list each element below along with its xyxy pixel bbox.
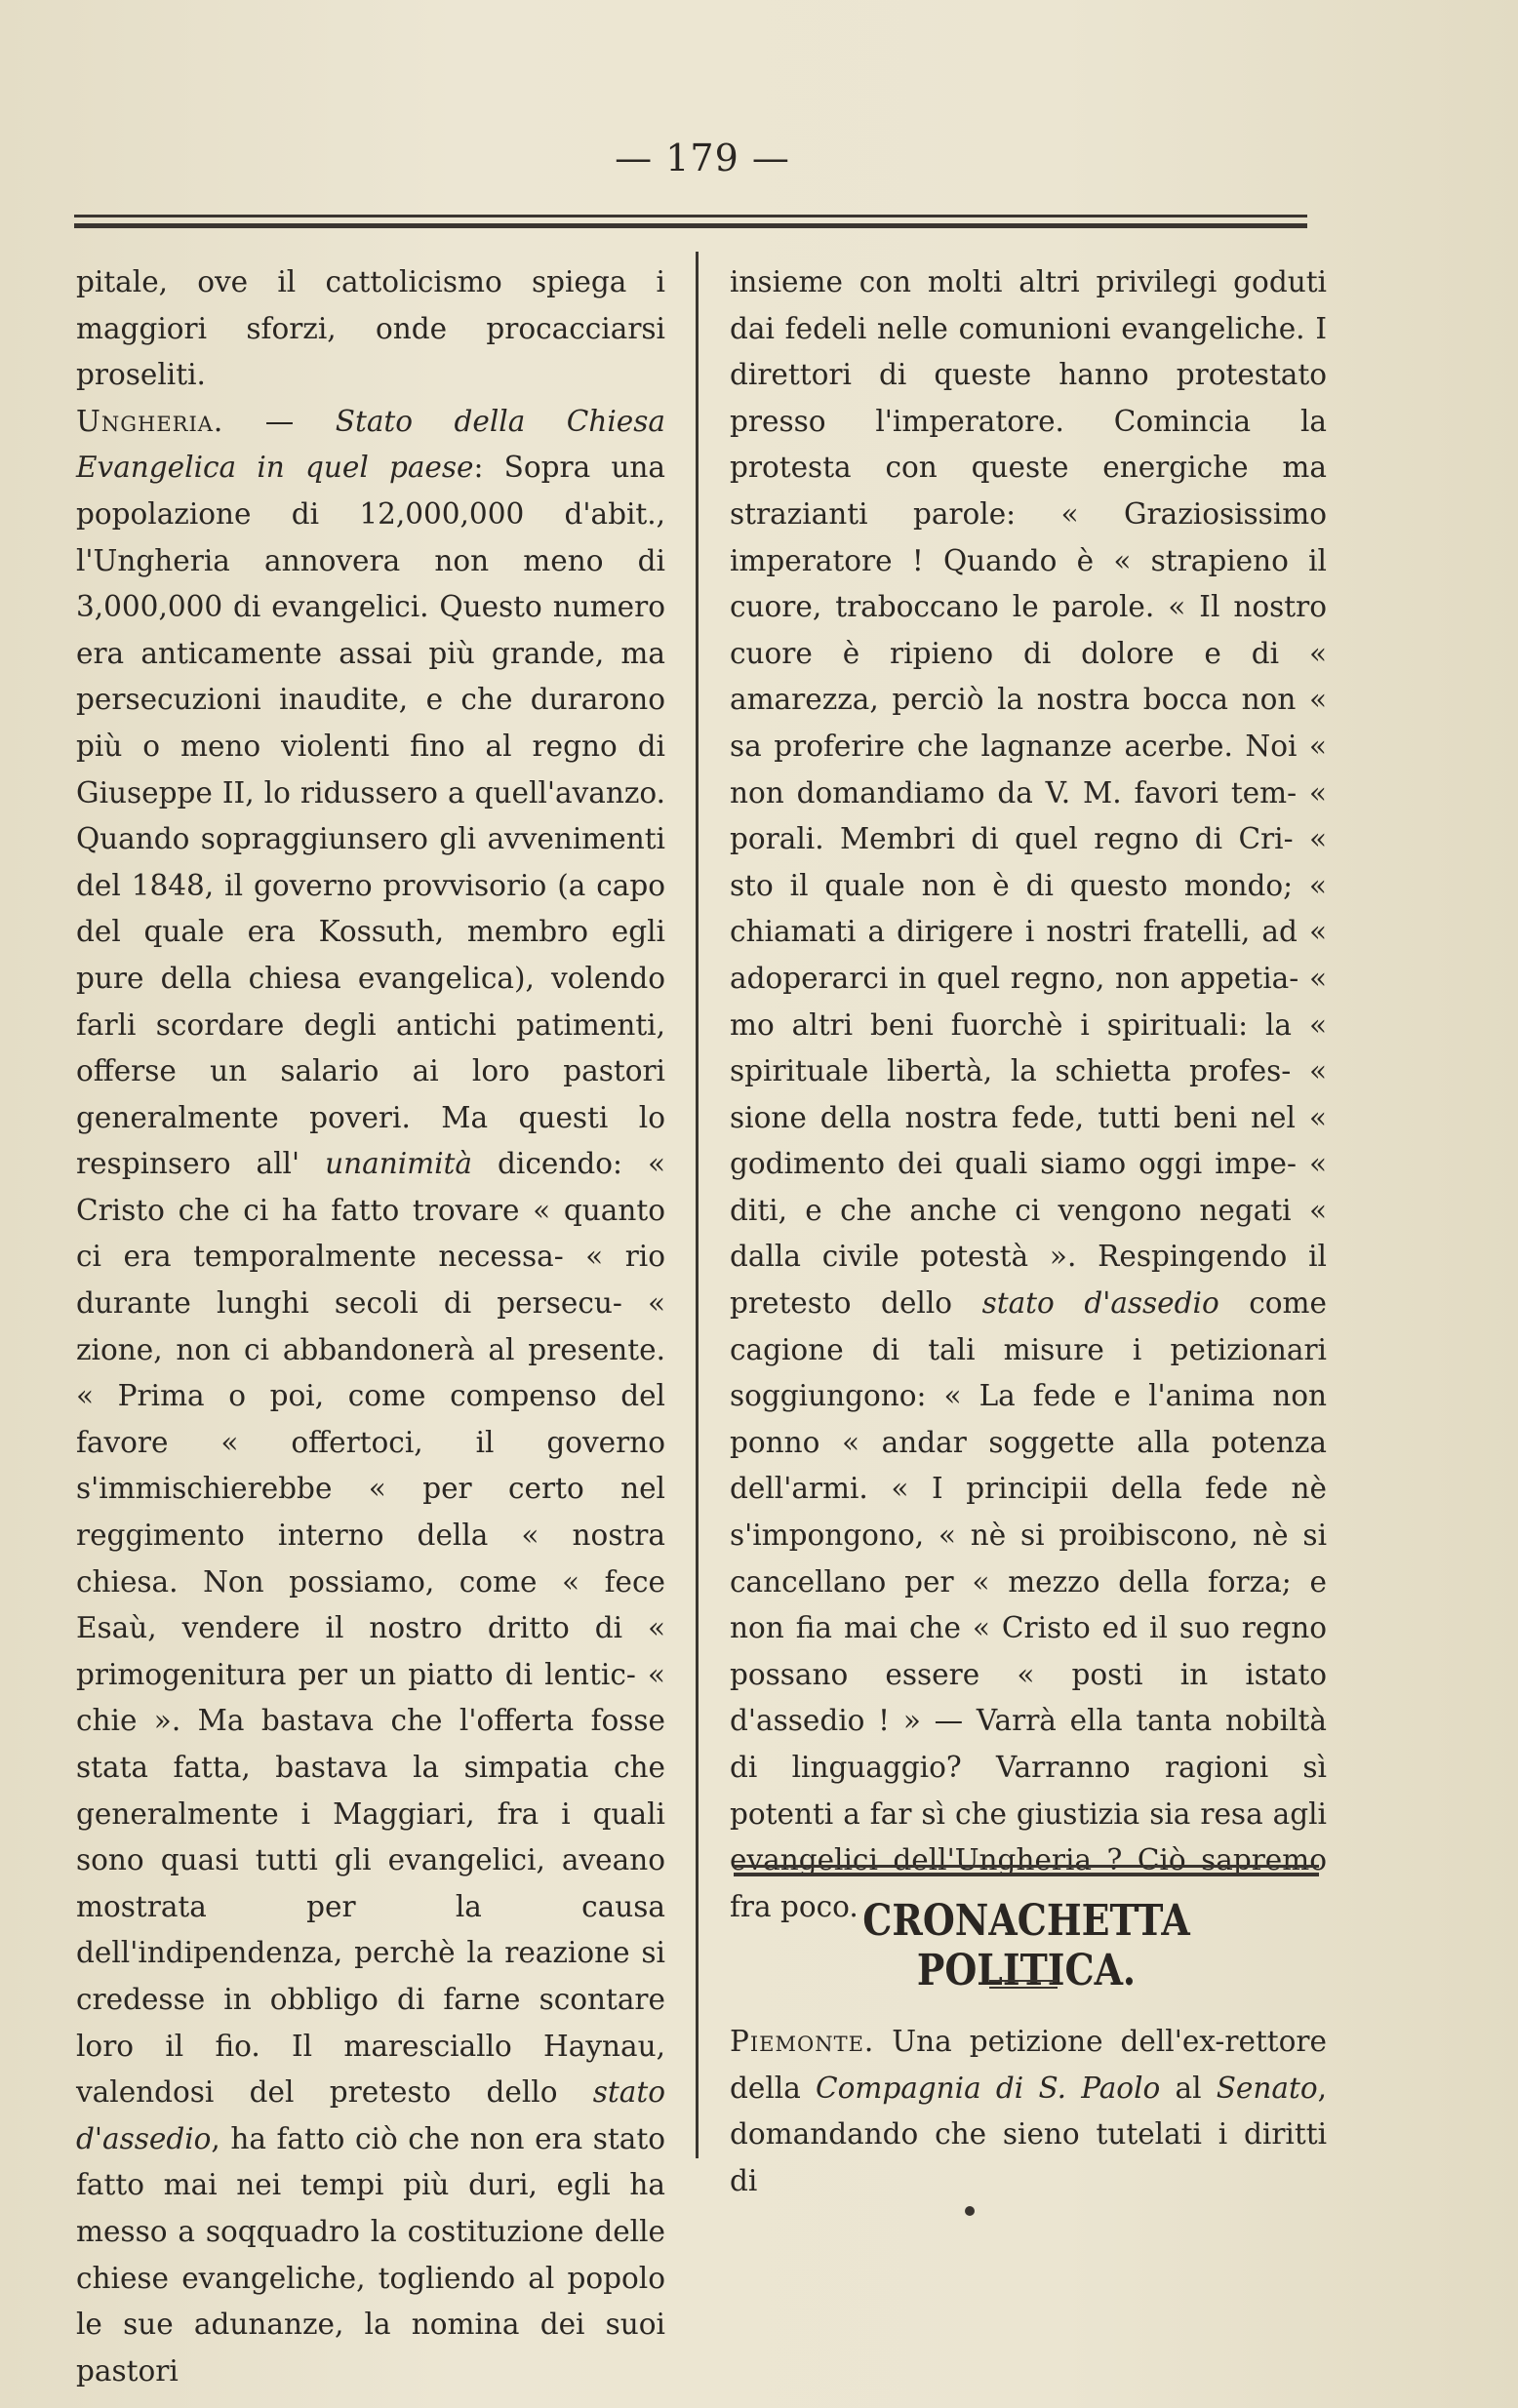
left-paragraph-1: pitale, ove il cattolicismo spiega i maggiori sforzi, onde procacciarsi proseliti. — [76, 265, 665, 392]
page-number: — 179 — — [615, 137, 790, 179]
section-double-rule — [734, 1865, 1319, 1876]
heading-short-rule — [989, 1980, 1058, 1989]
protest-body-2: come cagione di tali misure i petizionari soggiungono: « La fede e l'anima non ponno « andar soggette alla potenza dell'armi. « I principii della fede nè s'impongono, « nè si proibiscono, nè si cancellano per « mezzo della forza; e non fia mai che « Cristo ed il suo regno possano essere « posti in istato d'assedio ! » — Varrà ella tanta nobiltà di linguaggio? Varranno ragioni sì potenti a far sì che giustizia sia resa agli evangelici dell'Ungheria ? Ciò sapremo fra poco. — [730, 1286, 1327, 1923]
unanimita-word: unanimità — [325, 1147, 472, 1181]
piemonte-label: Piemonte. — [730, 2025, 875, 2058]
piemonte-mid: al — [1160, 2071, 1217, 2105]
left-paragraph-2 — [76, 399, 665, 2395]
piemonte-end: , domandando che sieno tutelati i diritti di — [730, 2071, 1327, 2197]
top-double-rule — [74, 215, 1307, 228]
dash-separator: — — [223, 404, 336, 438]
ungheria-title: Stato della Chiesa Evangelica in quel paese — [76, 404, 665, 485]
section-heading: CRONACHETTA POLITICA. — [862, 1896, 1190, 1995]
compagnia-name: Compagnia di S. Paolo — [816, 2071, 1161, 2105]
ungheria-label: Ungheria. — [76, 404, 224, 438]
ungheria-body-2: dicendo: « Cristo che ci ha fatto trovare « quanto ci era temporalmente necessa- « rio durante lunghi secoli di persecu- « zione, non ci abbandonerà al presente. « Prima o poi, come compenso del favore « offertoci, il governo s'immischierebbe « per certo nel reggimento interno della « nostra chiesa. Non possiamo, come « fece Esaù, vendere il nostro dritto di « primogenitura per un piatto di lentic- « chie ». Ma bastava che l'offerta fosse stata fatta, bastava la simpatia che generalmente i Maggiari, fra i quali sono quasi tutti gli evangelici, aveano mostrata per la causa dell'indipendenza, perchè la reazione si credesse in obbligo di farne scontare loro il fio. Il maresciallo Haynau, valendosi del pretesto dello — [76, 1147, 665, 2110]
piemonte-paragraph — [730, 2019, 1327, 2204]
stato-assedio-word-2: stato d'assedio — [981, 1286, 1219, 1321]
bottom-dot — [965, 2206, 975, 2216]
right-column-section — [730, 2019, 1327, 2204]
stato-assedio-word: stato d'assedio — [76, 2075, 665, 2155]
right-paragraph-1 — [730, 259, 1327, 1930]
piemonte-body: Una petizione dell'ex-rettore della — [730, 2025, 1327, 2105]
ungheria-body: : Sopra una popolazione di 12,000,000 d'abit., l'Ungheria annovera non meno di 3,000,000 di evangelici. Questo numero era anticamente assai più grande, ma persecuzioni inaudite, e che durarono più o meno violenti fino al regno di Giuseppe II, lo ridussero a quell'avanzo. Quando sopraggiunsero gli avvenimenti del 1848, il governo provvisorio (a capo del quale era Kossuth, membro egli pure della chiesa evangelica), volendo farli scordare degli antichi patimenti, offerse un salario ai loro pastori generalmente poveri. Ma questi lo respinsero all' — [76, 451, 665, 1181]
left-column — [76, 259, 665, 2394]
protest-body: insieme con molti altri privilegi goduti dai fedeli nelle comunioni evangeliche. I direttori di queste hanno protestato presso l'imperatore. Comincia la protesta con queste energiche ma strazianti parole: « Graziosissimo imperatore ! Quando è « strapieno il cuore, traboccano le parole. « Il nostro cuore è ripieno di dolore e di « amarezza, perciò la nostra bocca non « sa proferire che lagnanze acerbe. Noi « non domandiamo da V. M. favori tem- « porali. Membri di quel regno di Cri- « sto il quale non è di questo mondo; « chiamati a dirigere i nostri fratelli, ad « adoperarci in quel regno, non appetia- « mo altri beni fuorchè i spirituali: la « spirituale libertà, la schietta profes- « sione della nostra fede, tutti beni nel « godimento dei quali siamo oggi impe- « diti, e che anche ci vengono negati « dalla civile potestà ». Respingendo il pretesto dello — [730, 265, 1327, 1321]
column-divider — [696, 252, 699, 2158]
right-column — [730, 259, 1327, 1930]
ungheria-body-3: , ha fatto ciò che non era stato fatto mai nei tempi più duri, egli ha messo a soqquadro la costituzione delle chiese evangeliche, togliendo al popolo le sue adunanze, la nomina dei suoi pastori — [76, 2121, 665, 2388]
senato-word: Senato — [1216, 2071, 1318, 2105]
